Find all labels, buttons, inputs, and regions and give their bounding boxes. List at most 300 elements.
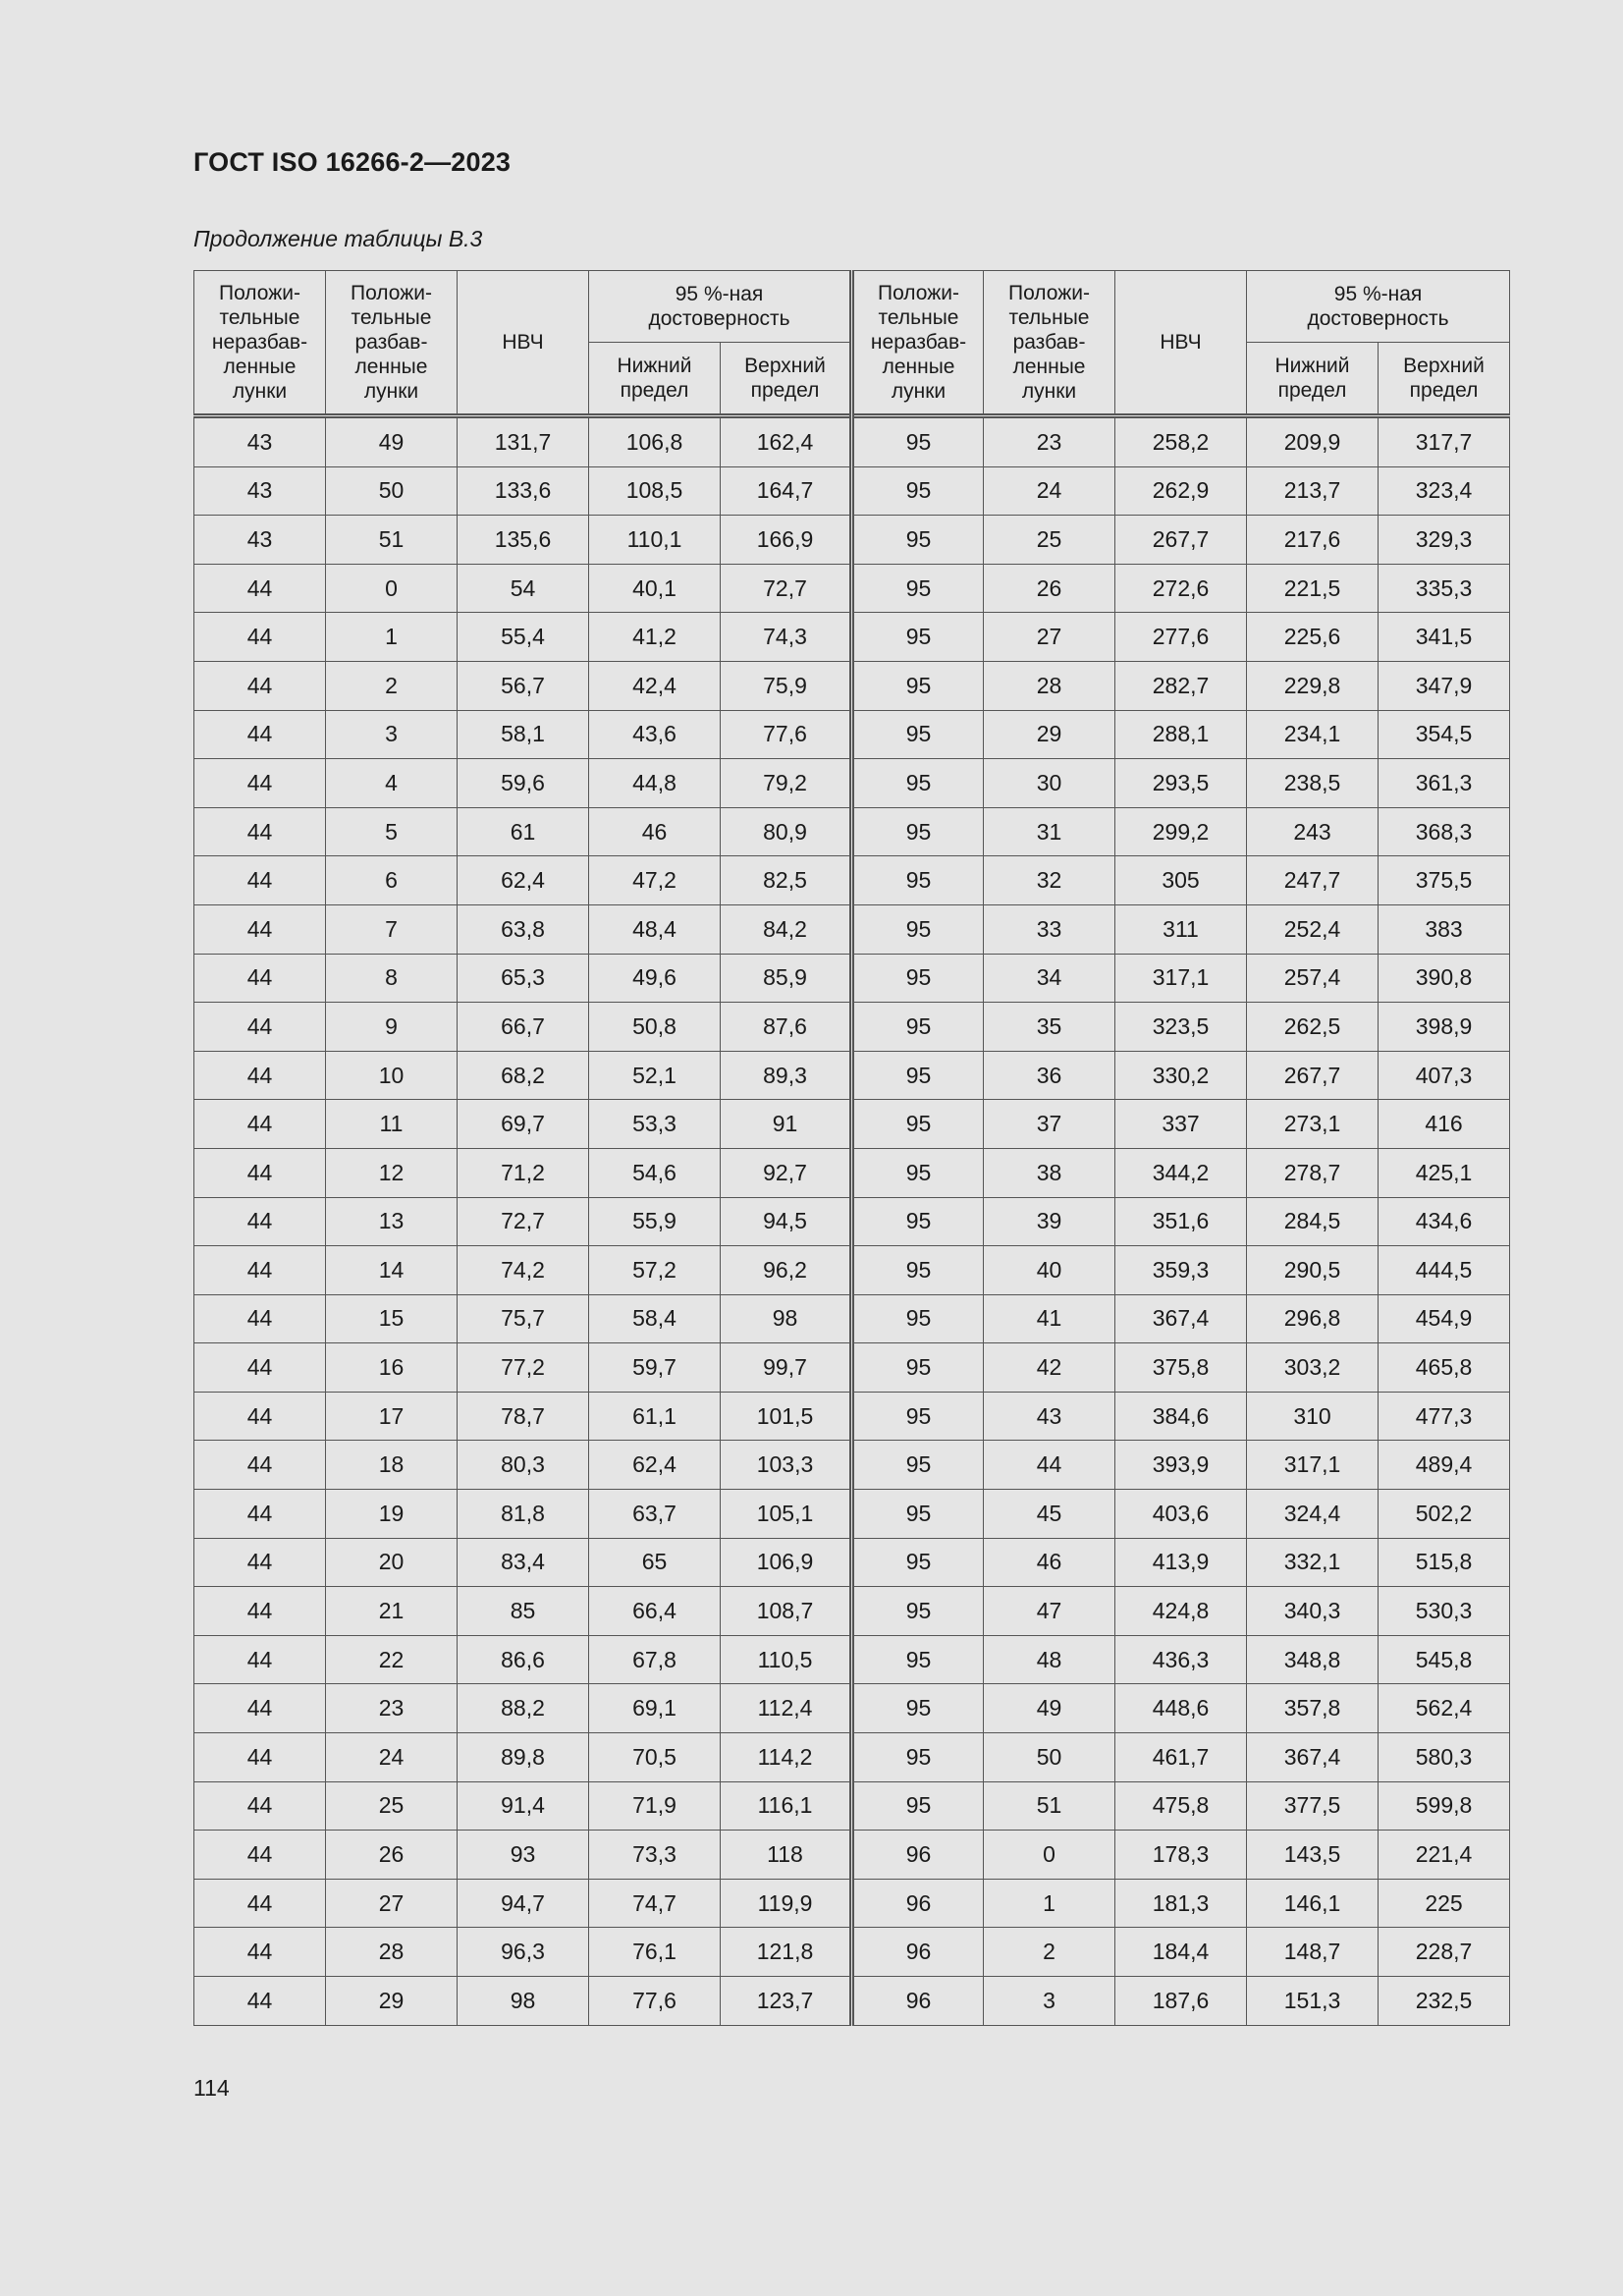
table-cell: 110,5 [721, 1635, 852, 1684]
table-cell: 65 [589, 1538, 721, 1587]
table-cell: 44 [194, 1879, 326, 1928]
table-cell: 44 [194, 1490, 326, 1539]
table-cell: 50 [984, 1733, 1115, 1782]
table-cell: 303,2 [1247, 1343, 1379, 1393]
table-cell: 63,8 [458, 904, 589, 954]
table-cell: 5 [326, 807, 458, 856]
table-row [194, 1490, 1510, 1539]
table-cell: 95 [852, 1197, 984, 1246]
table-cell: 66,7 [458, 1003, 589, 1052]
table-cell: 367,4 [1247, 1733, 1379, 1782]
table-row [194, 807, 1510, 856]
table-cell: 65,3 [458, 954, 589, 1003]
table-row [194, 1246, 1510, 1295]
table-cell: 25 [984, 516, 1115, 565]
table-cell: 344,2 [1115, 1148, 1247, 1197]
table-cell: 95 [852, 807, 984, 856]
table-cell: 95 [852, 954, 984, 1003]
table-cell: 48 [984, 1635, 1115, 1684]
table-cell: 119,9 [721, 1879, 852, 1928]
table-cell: 95 [852, 710, 984, 759]
table-cell: 59,7 [589, 1343, 721, 1393]
table-cell: 28 [984, 661, 1115, 710]
header-mpn-left: НВЧ [458, 271, 589, 416]
table-cell: 81,8 [458, 1490, 589, 1539]
table-cell: 580,3 [1379, 1733, 1510, 1782]
table-row [194, 1781, 1510, 1831]
table-cell: 73,3 [589, 1831, 721, 1880]
table-cell: 43 [194, 416, 326, 467]
table-cell: 25 [326, 1781, 458, 1831]
table-cell: 329,3 [1379, 516, 1510, 565]
table-cell: 43 [984, 1392, 1115, 1441]
table-cell: 112,4 [721, 1684, 852, 1733]
table-cell: 51 [326, 516, 458, 565]
table-cell: 367,4 [1115, 1294, 1247, 1343]
table-cell: 44 [194, 710, 326, 759]
table-cell: 454,9 [1379, 1294, 1510, 1343]
table-cell: 85 [458, 1587, 589, 1636]
table-cell: 323,5 [1115, 1003, 1247, 1052]
table-cell: 407,3 [1379, 1051, 1510, 1100]
table-cell: 14 [326, 1246, 458, 1295]
table-cell: 95 [852, 1733, 984, 1782]
table-cell: 44 [194, 1392, 326, 1441]
table-cell: 95 [852, 1343, 984, 1393]
table-cell: 89,8 [458, 1733, 589, 1782]
table-cell: 330,2 [1115, 1051, 1247, 1100]
table-cell: 96 [852, 1977, 984, 2026]
table-cell: 221,5 [1247, 564, 1379, 613]
table-row [194, 759, 1510, 808]
table-row [194, 1928, 1510, 1977]
table-cell: 44,8 [589, 759, 721, 808]
table-caption: Продолжение таблицы В.3 [193, 226, 483, 251]
table-cell: 41,2 [589, 613, 721, 662]
table-cell: 293,5 [1115, 759, 1247, 808]
table-cell: 33 [984, 904, 1115, 954]
table-cell: 95 [852, 1148, 984, 1197]
table-cell: 24 [984, 466, 1115, 516]
table-cell: 47,2 [589, 856, 721, 905]
table-cell: 337 [1115, 1100, 1247, 1149]
table-row [194, 1538, 1510, 1587]
table-cell: 95 [852, 1100, 984, 1149]
table-cell: 74,7 [589, 1879, 721, 1928]
table-cell: 29 [984, 710, 1115, 759]
table-cell: 151,3 [1247, 1977, 1379, 2026]
table-cell: 403,6 [1115, 1490, 1247, 1539]
table-cell: 61,1 [589, 1392, 721, 1441]
table-cell: 95 [852, 1051, 984, 1100]
table-cell: 93 [458, 1831, 589, 1880]
table-cell: 425,1 [1379, 1148, 1510, 1197]
table-cell: 95 [852, 856, 984, 905]
table-cell: 489,4 [1379, 1441, 1510, 1490]
table-cell: 133,6 [458, 466, 589, 516]
table-cell: 106,9 [721, 1538, 852, 1587]
table-cell: 95 [852, 759, 984, 808]
table-cell: 67,8 [589, 1635, 721, 1684]
table-row [194, 1051, 1510, 1100]
table-cell: 91,4 [458, 1781, 589, 1831]
table-cell: 27 [984, 613, 1115, 662]
table-cell: 44 [194, 1148, 326, 1197]
table-cell: 57,2 [589, 1246, 721, 1295]
table-cell: 368,3 [1379, 807, 1510, 856]
table-cell: 83,4 [458, 1538, 589, 1587]
table-cell: 184,4 [1115, 1928, 1247, 1977]
table-cell: 324,4 [1247, 1490, 1379, 1539]
table-cell: 44 [194, 1781, 326, 1831]
table-cell: 50 [326, 466, 458, 516]
table-cell: 95 [852, 1781, 984, 1831]
table-cell: 383 [1379, 904, 1510, 954]
table-cell: 2 [984, 1928, 1115, 1977]
table-cell: 35 [984, 1003, 1115, 1052]
table-row [194, 954, 1510, 1003]
table-cell: 108,5 [589, 466, 721, 516]
table-cell: 375,8 [1115, 1343, 1247, 1393]
table-cell: 30 [984, 759, 1115, 808]
table-cell: 21 [326, 1587, 458, 1636]
table-cell: 77,6 [721, 710, 852, 759]
table-cell: 95 [852, 1246, 984, 1295]
table-cell: 16 [326, 1343, 458, 1393]
table-cell: 143,5 [1247, 1831, 1379, 1880]
table-cell: 221,4 [1379, 1831, 1510, 1880]
table-cell: 340,3 [1247, 1587, 1379, 1636]
table-cell: 317,1 [1115, 954, 1247, 1003]
table-cell: 40 [984, 1246, 1115, 1295]
table-cell: 94,7 [458, 1879, 589, 1928]
table-cell: 71,2 [458, 1148, 589, 1197]
table-cell: 32 [984, 856, 1115, 905]
table-cell: 1 [326, 613, 458, 662]
table-row [194, 710, 1510, 759]
table-cell: 217,6 [1247, 516, 1379, 565]
table-cell: 44 [194, 1684, 326, 1733]
table-cell: 272,6 [1115, 564, 1247, 613]
table-cell: 95 [852, 516, 984, 565]
table-cell: 9 [326, 1003, 458, 1052]
table-cell: 15 [326, 1294, 458, 1343]
table-cell: 63,7 [589, 1490, 721, 1539]
table-cell: 278,7 [1247, 1148, 1379, 1197]
table-cell: 332,1 [1247, 1538, 1379, 1587]
table-cell: 44 [194, 1294, 326, 1343]
table-cell: 45 [984, 1490, 1115, 1539]
table-cell: 95 [852, 1392, 984, 1441]
table-row [194, 1733, 1510, 1782]
table-cell: 43 [194, 466, 326, 516]
table-cell: 74,3 [721, 613, 852, 662]
table-cell: 88,2 [458, 1684, 589, 1733]
table-cell: 70,5 [589, 1733, 721, 1782]
table-cell: 48,4 [589, 904, 721, 954]
table-cell: 7 [326, 904, 458, 954]
table-cell: 335,3 [1379, 564, 1510, 613]
table-cell: 232,5 [1379, 1977, 1510, 2026]
table-cell: 258,2 [1115, 416, 1247, 467]
table-cell: 43 [194, 516, 326, 565]
table-cell: 95 [852, 1538, 984, 1587]
table-cell: 377,5 [1247, 1781, 1379, 1831]
table-cell: 162,4 [721, 416, 852, 467]
table-cell: 354,5 [1379, 710, 1510, 759]
table-cell: 257,4 [1247, 954, 1379, 1003]
header-upper-right: Верхний предел [1379, 343, 1510, 416]
header-confidence-left: 95 %-ная достоверность [589, 271, 852, 343]
table-cell: 94,5 [721, 1197, 852, 1246]
table-row [194, 416, 1510, 467]
table-cell: 79,2 [721, 759, 852, 808]
table-cell: 44 [194, 904, 326, 954]
header-pos-diluted-left: Положи- тельные разбав- ленные лунки [326, 271, 458, 416]
table-cell: 317,7 [1379, 416, 1510, 467]
table-cell: 59,6 [458, 759, 589, 808]
table-cell: 44 [194, 1977, 326, 2026]
table-cell: 20 [326, 1538, 458, 1587]
table-cell: 96,2 [721, 1246, 852, 1295]
table-header [194, 271, 1510, 416]
header-upper-left: Верхний предел [721, 343, 852, 416]
table-cell: 357,8 [1247, 1684, 1379, 1733]
table-row [194, 1343, 1510, 1393]
table-cell: 296,8 [1247, 1294, 1379, 1343]
table-cell: 56,7 [458, 661, 589, 710]
table-cell: 545,8 [1379, 1635, 1510, 1684]
table-cell: 209,9 [1247, 416, 1379, 467]
table-cell: 461,7 [1115, 1733, 1247, 1782]
table-cell: 0 [984, 1831, 1115, 1880]
table-cell: 475,8 [1115, 1781, 1247, 1831]
table-cell: 44 [194, 1343, 326, 1393]
table-row [194, 1635, 1510, 1684]
header-lower-right: Нижний предел [1247, 343, 1379, 416]
table-row [194, 1392, 1510, 1441]
table-cell: 72,7 [721, 564, 852, 613]
table-cell: 84,2 [721, 904, 852, 954]
table-cell: 49 [326, 416, 458, 467]
table-cell: 86,6 [458, 1635, 589, 1684]
table-row [194, 1831, 1510, 1880]
header-pos-undiluted-right: Положи- тельные неразбав- ленные лунки [852, 271, 984, 416]
table-cell: 225,6 [1247, 613, 1379, 662]
table-cell: 44 [194, 856, 326, 905]
table-row [194, 1003, 1510, 1052]
table-cell: 146,1 [1247, 1879, 1379, 1928]
table-cell: 135,6 [458, 516, 589, 565]
table-cell: 106,8 [589, 416, 721, 467]
table-cell: 305 [1115, 856, 1247, 905]
header-pos-undiluted-left: Положи- тельные неразбав- ленные лунки [194, 271, 326, 416]
table-cell: 44 [194, 1635, 326, 1684]
table-cell: 225 [1379, 1879, 1510, 1928]
table-cell: 95 [852, 904, 984, 954]
table-cell: 44 [194, 1003, 326, 1052]
table-cell: 23 [984, 416, 1115, 467]
table-row [194, 661, 1510, 710]
table-cell: 288,1 [1115, 710, 1247, 759]
table-cell: 444,5 [1379, 1246, 1510, 1295]
table-cell: 96 [852, 1831, 984, 1880]
table-cell: 178,3 [1115, 1831, 1247, 1880]
table-row [194, 1197, 1510, 1246]
table-cell: 95 [852, 1587, 984, 1636]
table-cell: 6 [326, 856, 458, 905]
table-cell: 52,1 [589, 1051, 721, 1100]
table-cell: 0 [326, 564, 458, 613]
table-cell: 53,3 [589, 1100, 721, 1149]
table-cell: 42,4 [589, 661, 721, 710]
table-cell: 62,4 [589, 1441, 721, 1490]
table-row [194, 564, 1510, 613]
table-cell: 62,4 [458, 856, 589, 905]
table-cell: 3 [326, 710, 458, 759]
table-cell: 49 [984, 1684, 1115, 1733]
table-cell: 74,2 [458, 1246, 589, 1295]
table-cell: 238,5 [1247, 759, 1379, 808]
table-cell: 44 [194, 759, 326, 808]
table-cell: 347,9 [1379, 661, 1510, 710]
table-cell: 1 [984, 1879, 1115, 1928]
table-cell: 12 [326, 1148, 458, 1197]
table-cell: 36 [984, 1051, 1115, 1100]
table-cell: 77,6 [589, 1977, 721, 2026]
table-cell: 75,7 [458, 1294, 589, 1343]
table-cell: 44 [194, 1197, 326, 1246]
table-cell: 38 [984, 1148, 1115, 1197]
table-cell: 46 [589, 807, 721, 856]
header-confidence-right: 95 %-ная достоверность [1247, 271, 1510, 343]
table-cell: 4 [326, 759, 458, 808]
table-cell: 71,9 [589, 1781, 721, 1831]
table-row [194, 1977, 1510, 2026]
table-cell: 273,1 [1247, 1100, 1379, 1149]
table-cell: 76,1 [589, 1928, 721, 1977]
table-cell: 11 [326, 1100, 458, 1149]
table-cell: 49,6 [589, 954, 721, 1003]
table-row [194, 1148, 1510, 1197]
table-cell: 131,7 [458, 416, 589, 467]
header-lower-left: Нижний предел [589, 343, 721, 416]
table-cell: 228,7 [1379, 1928, 1510, 1977]
table-cell: 77,2 [458, 1343, 589, 1393]
table-cell: 85,9 [721, 954, 852, 1003]
table-cell: 341,5 [1379, 613, 1510, 662]
table-cell: 87,6 [721, 1003, 852, 1052]
table-cell: 10 [326, 1051, 458, 1100]
table-cell: 61 [458, 807, 589, 856]
table-cell: 13 [326, 1197, 458, 1246]
table-cell: 187,6 [1115, 1977, 1247, 2026]
table-cell: 72,7 [458, 1197, 589, 1246]
table-cell: 284,5 [1247, 1197, 1379, 1246]
table-cell: 28 [326, 1928, 458, 1977]
table-cell: 40,1 [589, 564, 721, 613]
table-cell: 50,8 [589, 1003, 721, 1052]
table-row [194, 613, 1510, 662]
table-cell: 58,4 [589, 1294, 721, 1343]
table-cell: 95 [852, 613, 984, 662]
header-mpn-right: НВЧ [1115, 271, 1247, 416]
table-cell: 502,2 [1379, 1490, 1510, 1539]
table-cell: 17 [326, 1392, 458, 1441]
table-cell: 448,6 [1115, 1684, 1247, 1733]
table-row [194, 1294, 1510, 1343]
table-cell: 99,7 [721, 1343, 852, 1393]
table-cell: 262,5 [1247, 1003, 1379, 1052]
table-cell: 267,7 [1115, 516, 1247, 565]
table-cell: 290,5 [1247, 1246, 1379, 1295]
table-cell: 390,8 [1379, 954, 1510, 1003]
table-cell: 26 [326, 1831, 458, 1880]
table-cell: 393,9 [1115, 1441, 1247, 1490]
table-cell: 434,6 [1379, 1197, 1510, 1246]
table-cell: 44 [194, 1246, 326, 1295]
table-cell: 24 [326, 1733, 458, 1782]
table-cell: 477,3 [1379, 1392, 1510, 1441]
table-cell: 515,8 [1379, 1538, 1510, 1587]
table-cell: 148,7 [1247, 1928, 1379, 1977]
table-cell: 29 [326, 1977, 458, 2026]
table-cell: 262,9 [1115, 466, 1247, 516]
table-cell: 121,8 [721, 1928, 852, 1977]
table-cell: 41 [984, 1294, 1115, 1343]
table-cell: 68,2 [458, 1051, 589, 1100]
table-cell: 44 [984, 1441, 1115, 1490]
table-cell: 44 [194, 1831, 326, 1880]
table-row [194, 856, 1510, 905]
table-cell: 80,9 [721, 807, 852, 856]
table-cell: 277,6 [1115, 613, 1247, 662]
table-cell: 96 [852, 1879, 984, 1928]
table-cell: 424,8 [1115, 1587, 1247, 1636]
table-cell: 436,3 [1115, 1635, 1247, 1684]
table-cell: 27 [326, 1879, 458, 1928]
table-cell: 398,9 [1379, 1003, 1510, 1052]
table-cell: 91 [721, 1100, 852, 1149]
table-cell: 78,7 [458, 1392, 589, 1441]
table-cell: 317,1 [1247, 1441, 1379, 1490]
table-cell: 44 [194, 1441, 326, 1490]
table-row [194, 1587, 1510, 1636]
table-cell: 82,5 [721, 856, 852, 905]
table-cell: 95 [852, 1441, 984, 1490]
table-cell: 26 [984, 564, 1115, 613]
table-cell: 46 [984, 1538, 1115, 1587]
table-cell: 92,7 [721, 1148, 852, 1197]
table-cell: 181,3 [1115, 1879, 1247, 1928]
table-cell: 66,4 [589, 1587, 721, 1636]
table-cell: 69,7 [458, 1100, 589, 1149]
table-cell: 22 [326, 1635, 458, 1684]
table-cell: 44 [194, 1538, 326, 1587]
table-cell: 384,6 [1115, 1392, 1247, 1441]
table-cell: 47 [984, 1587, 1115, 1636]
table-cell: 243 [1247, 807, 1379, 856]
table-cell: 42 [984, 1343, 1115, 1393]
document-header: ГОСТ ISO 16266-2—2023 [193, 147, 512, 177]
table-cell: 75,9 [721, 661, 852, 710]
table-cell: 164,7 [721, 466, 852, 516]
table-cell: 267,7 [1247, 1051, 1379, 1100]
table-cell: 31 [984, 807, 1115, 856]
table-cell: 282,7 [1115, 661, 1247, 710]
table-cell: 39 [984, 1197, 1115, 1246]
table-cell: 44 [194, 661, 326, 710]
